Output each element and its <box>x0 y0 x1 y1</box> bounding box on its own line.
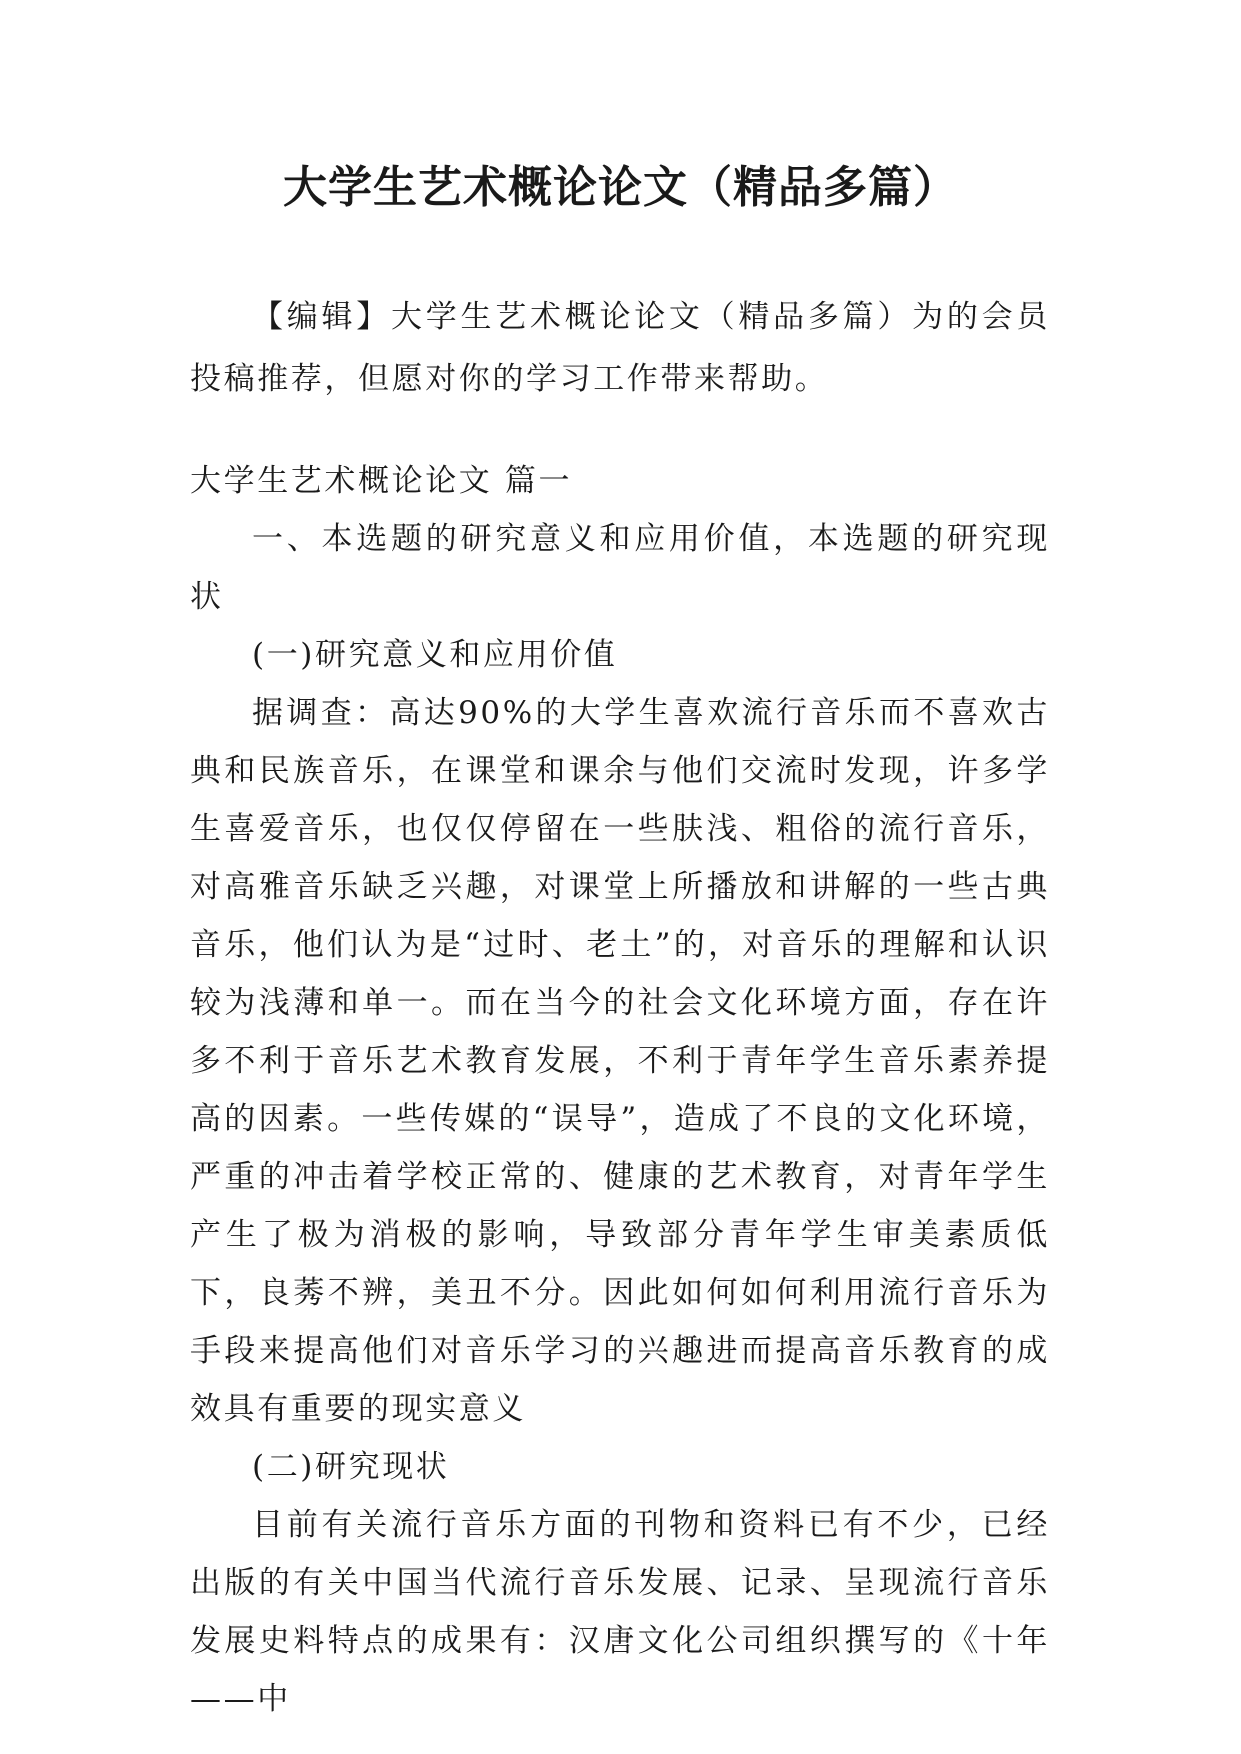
intro-block <box>190 286 1050 410</box>
heading-1: 一、本选题的研究意义和应用价值，本选题的研究现状 <box>190 521 1050 615</box>
paragraph-1: 据调查：高达90%的大学生喜欢流行音乐而不喜欢古典和民族音乐，在课堂和课余与他们交流时发现，许多学生喜爱音乐，也仅仅停留在一些肤浅、粗俗的流行音乐，对高雅音乐缺乏兴趣，对课堂上所播放和讲解的一些古典音乐，他们认为是“过时、老土”的，对音乐的理解和认识较为浅薄和单一。而在当今的社会文化环境方面，存在许多不利于音乐艺术教育发展，不利于青年学生音乐素养提高的因素。一些传媒的“误导”，造成了不良的文化环境，严重的冲击着学校正常的、健康的艺术教育，对青年学生产生了极为消极的影响，导致部分青年学生审美素质低下，良莠不辨，美丑不分。因此如何如何利用流行音乐为手段来提高他们对音乐学习的兴趣进而提高音乐教育的成效具有重要的现实意义 <box>190 695 1050 1427</box>
content-block <box>190 452 1050 1728</box>
paragraph-2: 目前有关流行音乐方面的刊物和资料已有不少，已经出版的有关中国当代流行音乐发展、记录、呈现流行音乐发展史料特点的成果有：汉唐文化公司组织撰写的《十年——中 <box>190 1507 1050 1717</box>
subheading-2: (二)研究现状 <box>252 1449 450 1485</box>
subheading-1: (一)研究意义和应用价值 <box>252 637 618 673</box>
section-heading: 大学生艺术概论论文 篇一 <box>190 463 573 499</box>
intro-paragraph: 【编辑】大学生艺术概论论文（精品多篇）为的会员投稿推荐，但愿对你的学习工作带来帮助。 <box>190 299 1050 397</box>
document-title: 大学生艺术概论论文（精品多篇） <box>283 162 958 213</box>
